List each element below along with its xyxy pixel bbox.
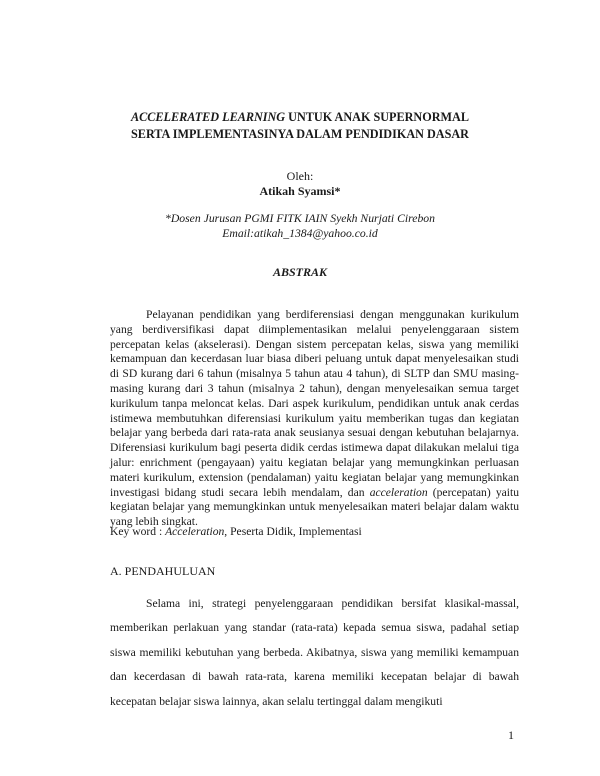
abstract-italic-term: acceleration [369, 485, 428, 499]
abstract-text-part-1: Pelayanan pendidikan yang berdiferensiasi dengan menggunakan kurikulum yang berdiversifikasi dapat diimplementasikan melalui penyelenggaraan sistem percepatan kelas (akselerasi). Dengan sistem percepatan kelas, siswa yang memiliki kemampuan dan kecerdasan luar biasa diberi peluang untuk dapat menyelesaikan studi di SD kurang dari 6 tahun (misalnya 5 tahun atau 4 tahun), di SLTP dan SMU masing-masing kurang dari 3 tahun (misalnya 2 tahun), dengan menyelesaikan semua target kurikulum tanpa meloncat kelas. Dari aspek kurikulum, pendidikan untuk anak cerdas istimewa membutuhkan diferensiasi kurikulum yaitu memberikan tugas dan kegiatan belajar yang berbeda dari rata-rata anak seusianya sesuai dengan kebutuhan belajarnya. Diferensiasi kurikulum bagi peserta didik cerdas istimewa dapat dilakukan melalui tiga jalur: enrichment (pengayaan) yaitu kegiatan belajar yang memungkinkan perluasan materi kurikulum, extension (pendalaman) yaitu kegiatan belajar yang memungkinkan investigasi bidang studi secara lebih mendalam, dan [110, 308, 519, 499]
abstract-paragraph [110, 308, 519, 530]
keywords-italic: Acceleration [165, 525, 225, 538]
section-heading: A. PENDAHULUAN [110, 564, 216, 578]
paper-title [60, 109, 540, 143]
page-number: 1 [508, 728, 514, 742]
abstract-body [110, 308, 519, 530]
author-affiliation: *Dosen Jurusan PGMI FITK IAIN Syekh Nurjati Cirebon [165, 212, 435, 225]
author-email: Email:atikah_1384@yahoo.co.id [222, 227, 378, 240]
keywords-rest: , Peserta Didik, Implementasi [224, 525, 362, 538]
keywords-label: Key word : [110, 525, 166, 538]
abstract-heading: ABSTRAK [272, 265, 328, 279]
title-line-1-rest: UNTUK ANAK SUPERNORMAL [285, 110, 469, 124]
abstract-text-part-2: (percepatan) yaitu kegiatan belajar yang memungkinkan untuk menyelesaikan materi belajar dalam waktu yang lebih singkat. [110, 485, 520, 529]
section-paragraph: Selama ini, strategi penyelenggaraan pendidikan bersifat klasikal-massal, memberikan perlakuan yang standar (rata-rata) kepada semua siswa, padahal setiap siswa memiliki kebutuhan yang berbeda. Akibatnya, siswa yang memiliki kemampuan dan kecerdasan di bawah rata-rata, karena memiliki kecepatan belajar di bawah kecepatan belajar siswa lainnya, akan selalu tertinggal dalam mengikuti [110, 597, 519, 708]
author-name: Atikah Syamsi* [259, 184, 341, 198]
keywords-line [110, 524, 530, 539]
title-italic-term: ACCELERATED LEARNING [131, 110, 286, 124]
title-line-2: SERTA IMPLEMENTASINYA DALAM PENDIDIKAN DASAR [131, 127, 469, 141]
title-line-1 [60, 109, 540, 126]
byline-oleh: Oleh: [286, 169, 314, 183]
section-body [110, 592, 519, 714]
